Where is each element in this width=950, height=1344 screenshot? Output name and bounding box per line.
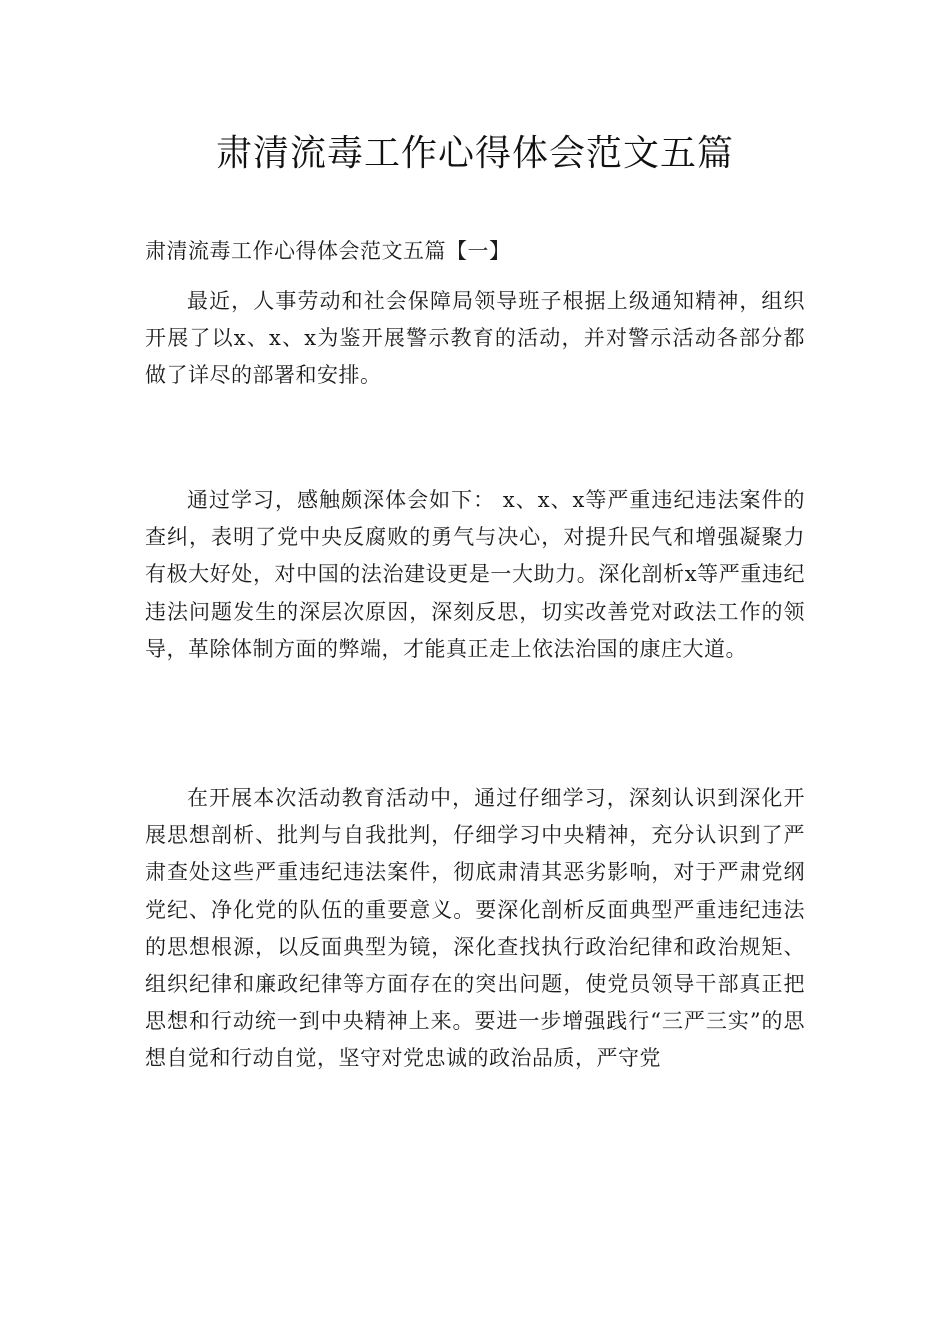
paragraph-1: 最近，人事劳动和社会保障局领导班子根据上级通知精神，组织开展了以x、x、x为鉴开展警示教育的活动，并对警示活动各部分都做了详尽的部署和安排。 [145,289,805,388]
section-heading: 肃清流毒工作心得体会范文五篇【一】 [145,239,511,263]
document-title: 肃清流毒工作心得体会范文五篇 [215,133,734,174]
paragraph-3: 在开展本次活动教育活动中，通过仔细学习，深刻认识到深化开展思想剖析、批判与自我批判，仔细学习中央精神，充分认识到了严肃查处这些严重违纪违法案件，彻底肃清其恶劣影响，对于严肃党纲党纪、净化党的队伍的重要意义。要深化剖析反面典型严重违纪违法的思想根源，以反面典型为镜，深化查找执行政治纪律和政治规矩、组织纪律和廉政纪律等方面存在的突出问题，使党员领导干部真正把思想和行动统一到中央精神上来。要进一步增强践行“三严三实”的思想自觉和行动自觉，坚守对党忠诚的政治品质，严守党 [145,786,805,1071]
paragraph-2: 通过学习，感触颇深体会如下： x、x、x等严重违纪违法案件的查纠，表明了党中央反腐败的勇气与决心，对提升民气和增强凝聚力有极大好处，对中国的法治建设更是一大助力。深化剖析x等严重违纪违法问题发生的深层次原因，深刻反思，切实改善党对政法工作的领导，革除体制方面的弊端，才能真正走上依法治国的康庄大道。 [145,488,805,661]
